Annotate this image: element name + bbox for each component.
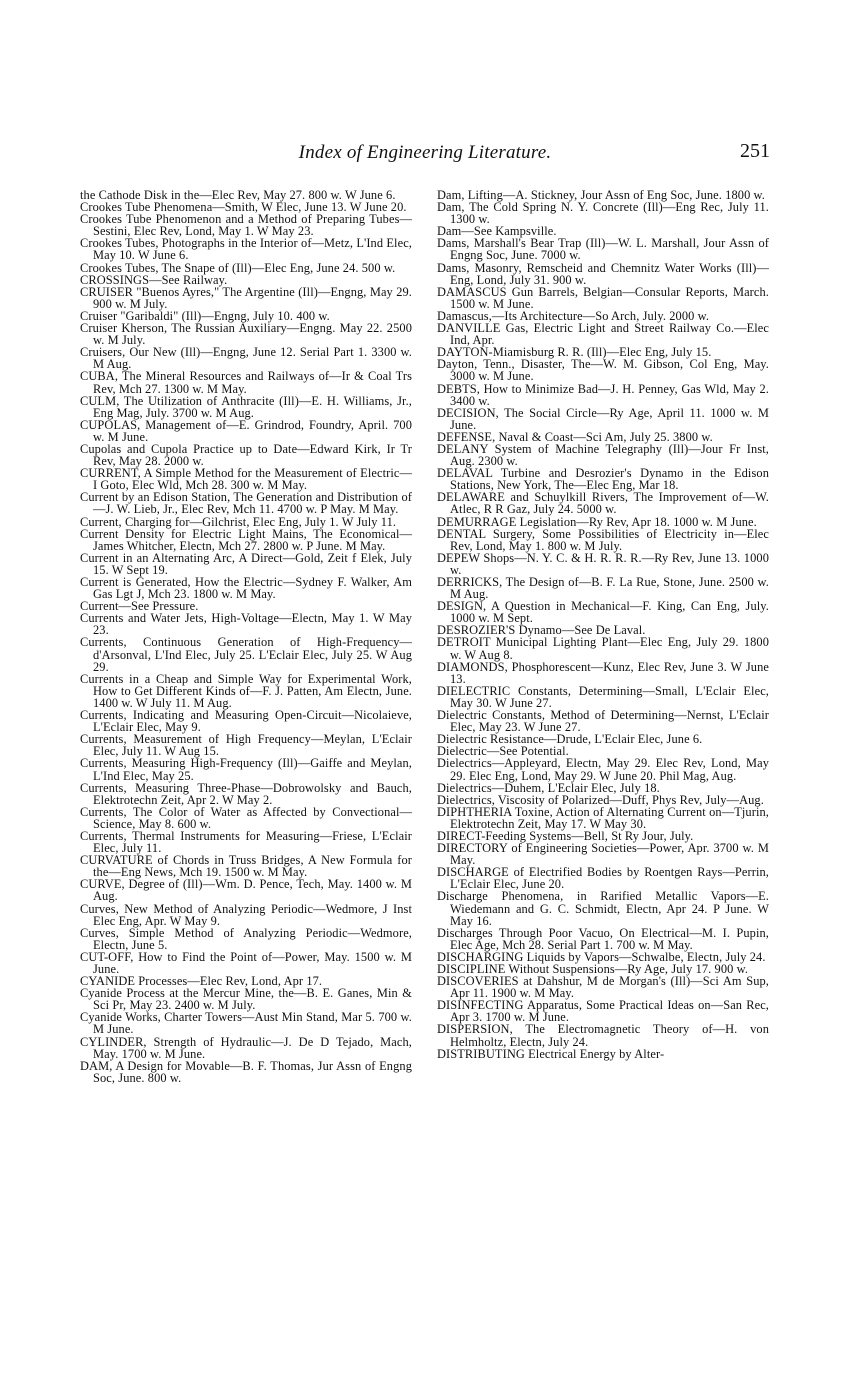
index-entry: Curves, Simple Method of Analyzing Periodic—Wedmore, Electn, June 5. — [80, 925, 412, 952]
index-entry: Currents in a Cheap and Simple Way for Experimental Work, How to Get Different Kinds of—F. J. Patten, Am Electn, June. 1400 w. W July 11. M Aug. — [80, 671, 412, 710]
index-entry: Current in an Alternating Arc, A Direct—Gold, Zeit f Elek, July 15. W Sept 19. — [80, 550, 412, 577]
page-title: Index of Engineering Literature. — [298, 142, 552, 163]
index-entry: Currents, Thermal Instruments for Measuring—Friese, L'Eclair Elec, July 11. — [80, 828, 412, 856]
index-entry: DEBTS, How to Minimize Bad—J. H. Penney, Gas Wld, May 2. 3400 w. — [437, 381, 769, 408]
index-entry: Crookes Tubes, Photographs in the Interior of—Metz, L'Ind Elec, May 10. W June 6. — [80, 236, 412, 263]
index-entry: DETROIT Municipal Lighting Plant—Elec Eng, July 29. 1800 w. W Aug 8. — [437, 635, 769, 662]
index-entry: DISCOVERIES at Dahshur, M de Morgan's (Ill)—Sci Am Sup, Apr 11. 1900 w. M May. — [437, 974, 769, 1001]
index-entry: Currents, Indicating and Measuring Open-Circuit—Nicolaieve, L'Eclair Elec, May 9. — [80, 708, 412, 735]
index-entry: CROSSINGS—See Railway. — [80, 272, 228, 287]
index-entry: Dayton, Tenn., Disaster, The—W. M. Gibson, Col Eng, May. 3000 w. M June. — [437, 357, 769, 384]
index-entry: Currents, Measuring High-Frequency (Ill)—Gaiffe and Meylan, L'Ind Elec, May 25. — [80, 756, 412, 783]
index-entry: Crookes Tube Phenomenon and a Method of Preparing Tubes—Sestini, Elec Rev, Lond, May 1. W May 23. — [80, 212, 412, 239]
index-entry: DENTAL Surgery, Some Possibilities of Electricity in—Elec Rev, Lond, May 1. 800 w. M July. — [437, 526, 769, 553]
index-entry: Currents and Water Jets, High-Voltage—Electn, May 1. W May 23. — [80, 611, 412, 638]
index-entry: DIRECT-Feeding Systems—Bell, St Ry Jour, July. — [437, 828, 694, 843]
index-entry: Cruiser "Garibaldi" (Ill)—Engng, July 10. 400 w. — [80, 308, 330, 323]
index-entry: Cruisers, Our New (Ill)—Engng, June 12. Serial Part 1. 3300 w. M Aug. — [80, 345, 412, 372]
index-entry: DISPERSION, The Electromagnetic Theory of—H. von Helmholtz, Electn, July 24. — [437, 1022, 769, 1049]
index-entry: DISCIPLINE Without Suspensions—Ry Age, July 17. 900 w. — [437, 962, 749, 976]
index-entry: the Cathode Disk in the—Elec Rev, May 27. 800 w. W June 6. — [80, 188, 396, 202]
index-entry: Currents, Continuous Generation of High-Frequency—d'Arsonval, L'Ind Elec, July 25. L'Eclair Elec, July 25. W Aug 29. — [80, 635, 412, 674]
index-entry: CURRENT, A Simple Method for the Measurement of Electric—I Goto, Elec Wld, Mch 28. 300 w. M May. — [80, 466, 412, 493]
index-entry: DISCHARGE of Electrified Bodies by Roentgen Rays—Perrin, L'Eclair Elec, June 20. — [437, 865, 769, 892]
index-entry: Cyanide Works, Charter Towers—Aust Min Stand, Mar 5. 700 w. M June. — [80, 1010, 412, 1037]
index-entry: CRUISER "Buenos Ayres," The Argentine (Ill)—Engng, May 29. 900 w. M July. — [80, 284, 412, 311]
index-entry: DANVILLE Gas, Electric Light and Street Railway Co.—Elec Ind, Apr. — [437, 321, 769, 348]
index-entry: Current Density for Electric Light Mains, The Economical—James Whitcher, Electn, Mch 27. 2800 w. P June. M May. — [80, 526, 412, 553]
index-entry: Crookes Tube Phenomena—Smith, W Elec, June 13. W June 20. — [80, 200, 407, 215]
index-entry: DIRECTORY of Engineering Societies—Power, Apr. 3700 w. M May. — [437, 841, 769, 868]
index-entry: Dielectric Constants, Method of Determining—Nernst, L'Eclair Elec, May 23. W June 27. — [437, 708, 769, 735]
index-entry: DAYTON-Miamisburg R. R. (Ill)—Elec Eng, July 15. — [437, 345, 712, 360]
index-entry: Curves, New Method of Analyzing Periodic—Wedmore, J Inst Elec Eng, Apr. W May 9. — [80, 901, 412, 928]
index-entry: DELANY System of Machine Telegraphy (Ill)—Jour Fr Inst, Aug. 2300 w. — [437, 441, 769, 469]
index-entry: Current is Generated, How the Electric—Sydney F. Walker, Am Gas Lgt J, Mch 23. 1800 w. M May. — [80, 575, 412, 602]
index-entry: DISTRIBUTING Electrical Energy by Alter- — [437, 1046, 665, 1061]
index-entry: Dielectrics—Appleyard, Electn, May 29. Elec Rev, Lond, May 29. Elec Eng, Lond, May 29. W June 20. Phil Mag, Aug. — [437, 756, 769, 783]
index-entry: CYLINDER, Strength of Hydraulic—J. De D Tejado, Mach, May. 1700 w. M June. — [80, 1034, 412, 1061]
index-entry: CULM, The Utilization of Anthracite (Ill)—E. H. Williams, Jr., Eng Mag, July. 3700 w. M Aug. — [80, 393, 412, 420]
index-entry: DERRICKS, The Design of—B. F. La Rue, Stone, June. 2500 w. M Aug. — [437, 575, 769, 602]
page-number: 251 — [740, 140, 770, 162]
index-entry: DAM, A Design for Movable—B. F. Thomas, Jur Assn of Engng Soc, June. 800 w. — [80, 1058, 412, 1085]
index-entry: Current—See Pressure. — [80, 599, 199, 614]
index-entry: DIPHTHERIA Toxine, Action of Alternating Current on—Tjurin, Elektrotechn Zeit, May 17. W May 30. — [437, 804, 769, 831]
index-entry: DISCHARGING Liquids by Vapors—Schwalbe, Electn, July 24. — [437, 949, 766, 964]
index-entry: Dams, Marshall's Bear Trap (Ill)—W. L. Marshall, Jour Assn of Engng Soc, June. 7000 w. — [437, 236, 769, 263]
left-column — [80, 189, 412, 1084]
index-entry: Damascus,—Its Architecture—So Arch, July. 2000 w. — [437, 308, 710, 323]
index-entry: Discharges Through Poor Vacuo, On Electrical—M. I. Pupin, Elec Age, Mch 28. Serial Part 1. 700 w. M May. — [437, 925, 769, 952]
index-entry: DIELECTRIC Constants, Determining—Small, L'Eclair Elec, May 30. W June 27. — [437, 683, 769, 710]
index-entry: DEFENSE, Naval & Coast—Sci Am, July 25. 3800 w. — [437, 429, 713, 444]
index-entry: CUT-OFF, How to Find the Point of—Power, May. 1500 w. M June. — [80, 949, 412, 976]
index-entry: Cruiser Kherson, The Russian Auxiliary—Engng. May 22. 2500 w. M July. — [80, 321, 412, 348]
index-entry: Current by an Edison Station, The Generation and Distribution of—J. W. Lieb, Jr., Elec Rev, Mch 11. 4700 w. P May. M May. — [80, 490, 412, 517]
index-entry: Currents, Measuring Three-Phase—Dobrowolsky and Bauch, Elektrotechn Zeit, Apr 2. W May 2. — [80, 780, 412, 807]
index-entry: Dielectrics, Viscosity of Polarized—Duff, Phys Rev, July—Aug. — [437, 792, 764, 807]
index-entry: DESROZIER'S Dynamo—See De Laval. — [437, 623, 646, 638]
index-entry: DISINFECTING Apparatus, Some Practical Ideas on—San Rec, Apr 3. 1700 w. M June. — [437, 998, 769, 1025]
index-entry: DEPEW Shops—N. Y. C. & H. R. R. R.—Ry Rev, June 13. 1000 w. — [437, 550, 769, 577]
index-entry: DECISION, The Social Circle—Ry Age, April 11. 1000 w. M June. — [437, 405, 769, 432]
index-entry: DESIGN, A Question in Mechanical—F. King, Can Eng, July. 1000 w. M Sept. — [437, 599, 769, 626]
index-entry: Dielectric Resistance—Drude, L'Eclair Elec, June 6. — [437, 732, 703, 747]
index-entry: Currents, The Color of Water as Affected by Convectional—Science, May 8. 600 w. — [80, 804, 412, 831]
index-entry: DAMASCUS Gun Barrels, Belgian—Consular Reports, March. 1500 w. M June. — [437, 284, 769, 311]
index-entry: Discharge Phenomena, in Rarified Metallic Vapors—E. Wiedemann and G. C. Schmidt, Electn, Apr 24. P June. W May 16. — [437, 889, 769, 928]
index-entry: CUBA, The Mineral Resources and Railways of—Ir & Coal Trs Rev, Mch 27. 1300 w. M May. — [80, 369, 412, 396]
index-entry: CURVE, Degree of (Ill)—Wm. D. Pence, Tech, May. 1400 w. M Aug. — [80, 877, 412, 904]
page-header — [80, 142, 770, 168]
index-entry: CURVATURE of Chords in Truss Bridges, A New Formula for the—Eng News, Mch 19. 1500 w. M May. — [80, 853, 412, 880]
index-entry: DIAMONDS, Phosphorescent—Kunz, Elec Rev, June 3. W June 13. — [437, 659, 769, 686]
index-entry: Crookes Tubes, The Snape of (Ill)—Elec Eng, June 24. 500 w. — [80, 260, 396, 275]
index-entry: Current, Charging for—Gilchrist, Elec Eng, July 1. W July 11. — [80, 514, 397, 529]
index-entry: DEMURRAGE Legislation—Ry Rev, Apr 18. 1000 w. M June. — [437, 514, 757, 529]
right-column — [437, 189, 769, 1060]
index-entry: Dam—See Kampsville. — [437, 224, 557, 239]
index-entry: DELAWARE and Schuylkill Rivers, The Improvement of—W. Atlec, R R Gaz, July 24. 5000 w. — [437, 490, 769, 517]
index-entry: Dielectric—See Potential. — [437, 744, 569, 759]
index-entry: CUPOLAS, Management of—E. Grindrod, Foundry, April. 700 w. M June. — [80, 417, 412, 444]
index-entry: Dams, Masonry, Remscheid and Chemnitz Water Works (Ill)—Eng, Lond, July 31. 900 w. — [437, 260, 769, 287]
index-entry: Cyanide Process at the Mercur Mine, the—B. E. Ganes, Min & Sci Pr, May 23. 2400 w. M July. — [80, 986, 412, 1013]
index-entry: Currents, Measurement of High Frequency—Meylan, L'Eclair Elec, July 11. W Aug 15. — [80, 732, 412, 759]
index-entry: Cupolas and Cupola Practice up to Date—Edward Kirk, Ir Tr Rev, May 28. 2000 w. — [80, 441, 412, 469]
index-entry: CYANIDE Processes—Elec Rev, Lond, Apr 17. — [80, 974, 323, 989]
index-entry: DELAVAL Turbine and Desrozier's Dynamo in the Edison Stations, New York, The—Elec Eng, Mar 18. — [437, 466, 769, 493]
index-entry: Dam, Lifting—A. Stickney, Jour Assn of Eng Soc, June. 1800 w. — [437, 188, 766, 202]
index-entry: Dam, The Cold Spring N. Y. Concrete (Ill)—Eng Rec, July 11. 1300 w. — [437, 200, 769, 227]
index-entry: Dielectrics—Duhem, L'Eclair Elec, July 18. — [437, 780, 660, 795]
